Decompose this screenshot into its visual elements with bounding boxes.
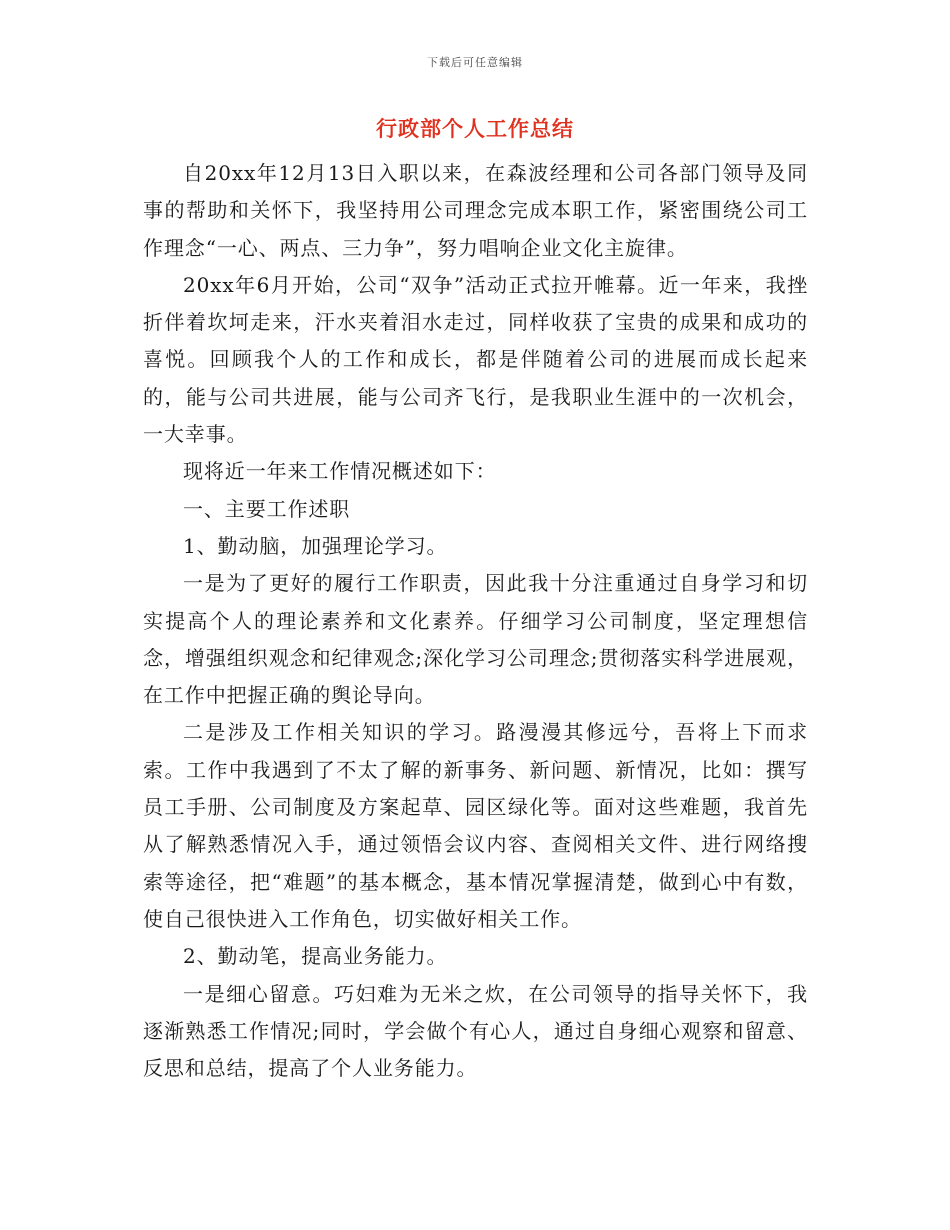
document-title: 行政部个人工作总结	[376, 117, 574, 141]
paragraph-writing-one: 一是细心留意。巧妇难为无米之炊，在公司领导的指导关怀下，我逐渐熟悉工作情况;同时，学会做个有心人，通过自身细心观察和留意、反思和总结，提高了个人业务能力。	[143, 981, 808, 1081]
subheading-writing: 2、勤动笔，提高业务能力。	[183, 944, 448, 969]
subheading-study: 1、勤动脑，加强理论学习。	[183, 533, 448, 558]
paragraph-activity: 20xx年6月开始，公司“双争”活动正式拉开帷幕。近一年来，我挫折伴着坎坷走来，汗水夹着泪水走过，同样收获了宝贵的成果和成功的喜悦。回顾我个人的工作和成长，都是伴随着公司的进展而成长起来的，能与公司共进展，能与公司齐飞行，是我职业生涯中的一次机会，一大幸事。	[143, 272, 808, 447]
header-note: 下载后可任意编辑	[427, 56, 523, 69]
document-body	[143, 155, 808, 1087]
paragraph-intro: 自20xx年12月13日入职以来，在森波经理和公司各部门领导及同事的帮助和关怀下，我坚持用公司理念完成本职工作，紧密围绕公司工作理念“一心、两点、三力争”，努力唱响企业文化主旋律。	[143, 161, 808, 260]
paragraph-overview-lead: 现将近一年来工作情况概述如下：	[183, 459, 497, 484]
section-heading-main-work: 一、主要工作述职	[183, 496, 351, 521]
paragraph-study-one: 一是为了更好的履行工作职责，因此我十分注重通过自身学习和切实提高个人的理论素养和文化素养。仔细学习公司制度，坚定理想信念，增强组织观念和纪律观念;深化学习公司理念;贯彻落实科学进展观，在工作中把握正确的舆论导向。	[143, 571, 808, 708]
paragraph-study-two: 二是涉及工作相关知识的学习。路漫漫其修远兮，吾将上下而求索。工作中我遇到了不太了解的新事务、新问题、新情况，比如：撰写员工手册、公司制度及方案起草、园区绿化等。面对这些难题，我首先从了解熟悉情况入手，通过领悟会议内容、查阅相关文件、进行网络搜索等途径，把“难题”的基本概念，基本情况掌握清楚，做到心中有数，使自己很快进入工作角色，切实做好相关工作。	[143, 720, 808, 931]
